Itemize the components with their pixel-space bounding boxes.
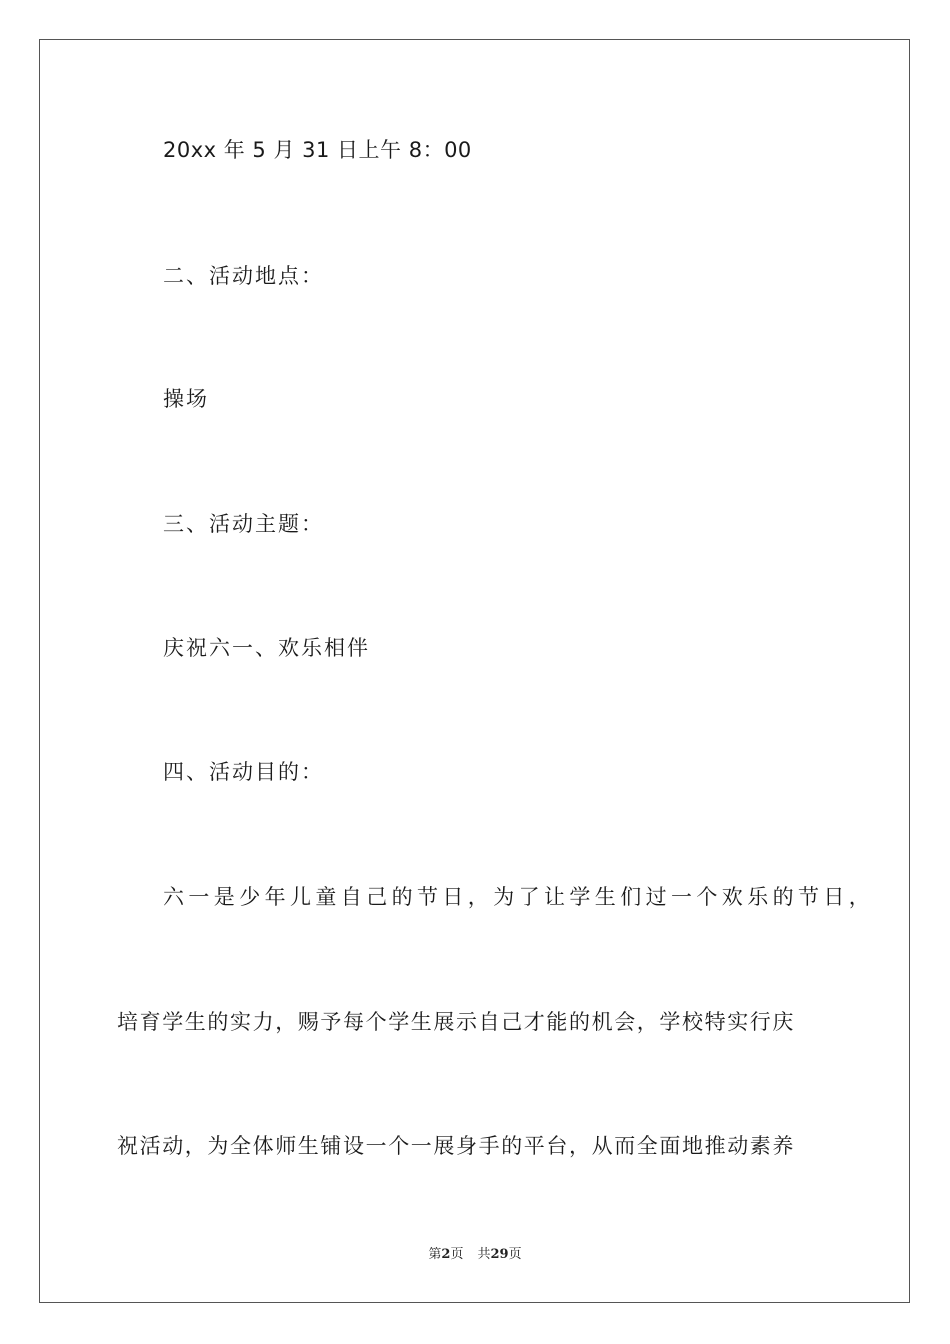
- footer-total-pages: 29: [490, 1247, 509, 1262]
- footer-total-prefix: 共: [477, 1247, 491, 1262]
- page-footer: [0, 1246, 950, 1264]
- paragraph-line: 培育学生的实力，赐予每个学生展示自己才能的机会，学校特实行庆: [117, 1010, 795, 1034]
- footer-page-number: 2: [441, 1247, 451, 1262]
- footer-total-suffix: 页: [508, 1247, 522, 1262]
- paragraph-line: 祝活动，为全体师生铺设一个一展身手的平台，从而全面地推动素养: [117, 1134, 795, 1158]
- footer-page-suffix: 页: [450, 1247, 464, 1262]
- section-heading-theme: 三、活动主题：: [163, 512, 324, 536]
- footer-page-prefix: 第: [428, 1247, 442, 1262]
- location-value: 操场: [163, 387, 209, 411]
- paragraph-line: 六一是少年儿童自己的节日，为了让学生们过一个欢乐的节日，: [163, 885, 875, 909]
- theme-value: 庆祝六一、欢乐相伴: [163, 636, 370, 660]
- page-border: [39, 39, 910, 1303]
- section-heading-purpose: 四、活动目的：: [163, 760, 324, 784]
- section-heading-location: 二、活动地点：: [163, 264, 324, 288]
- date-time-line: 20xx 年 5 月 31 日上午 8：00: [163, 138, 472, 162]
